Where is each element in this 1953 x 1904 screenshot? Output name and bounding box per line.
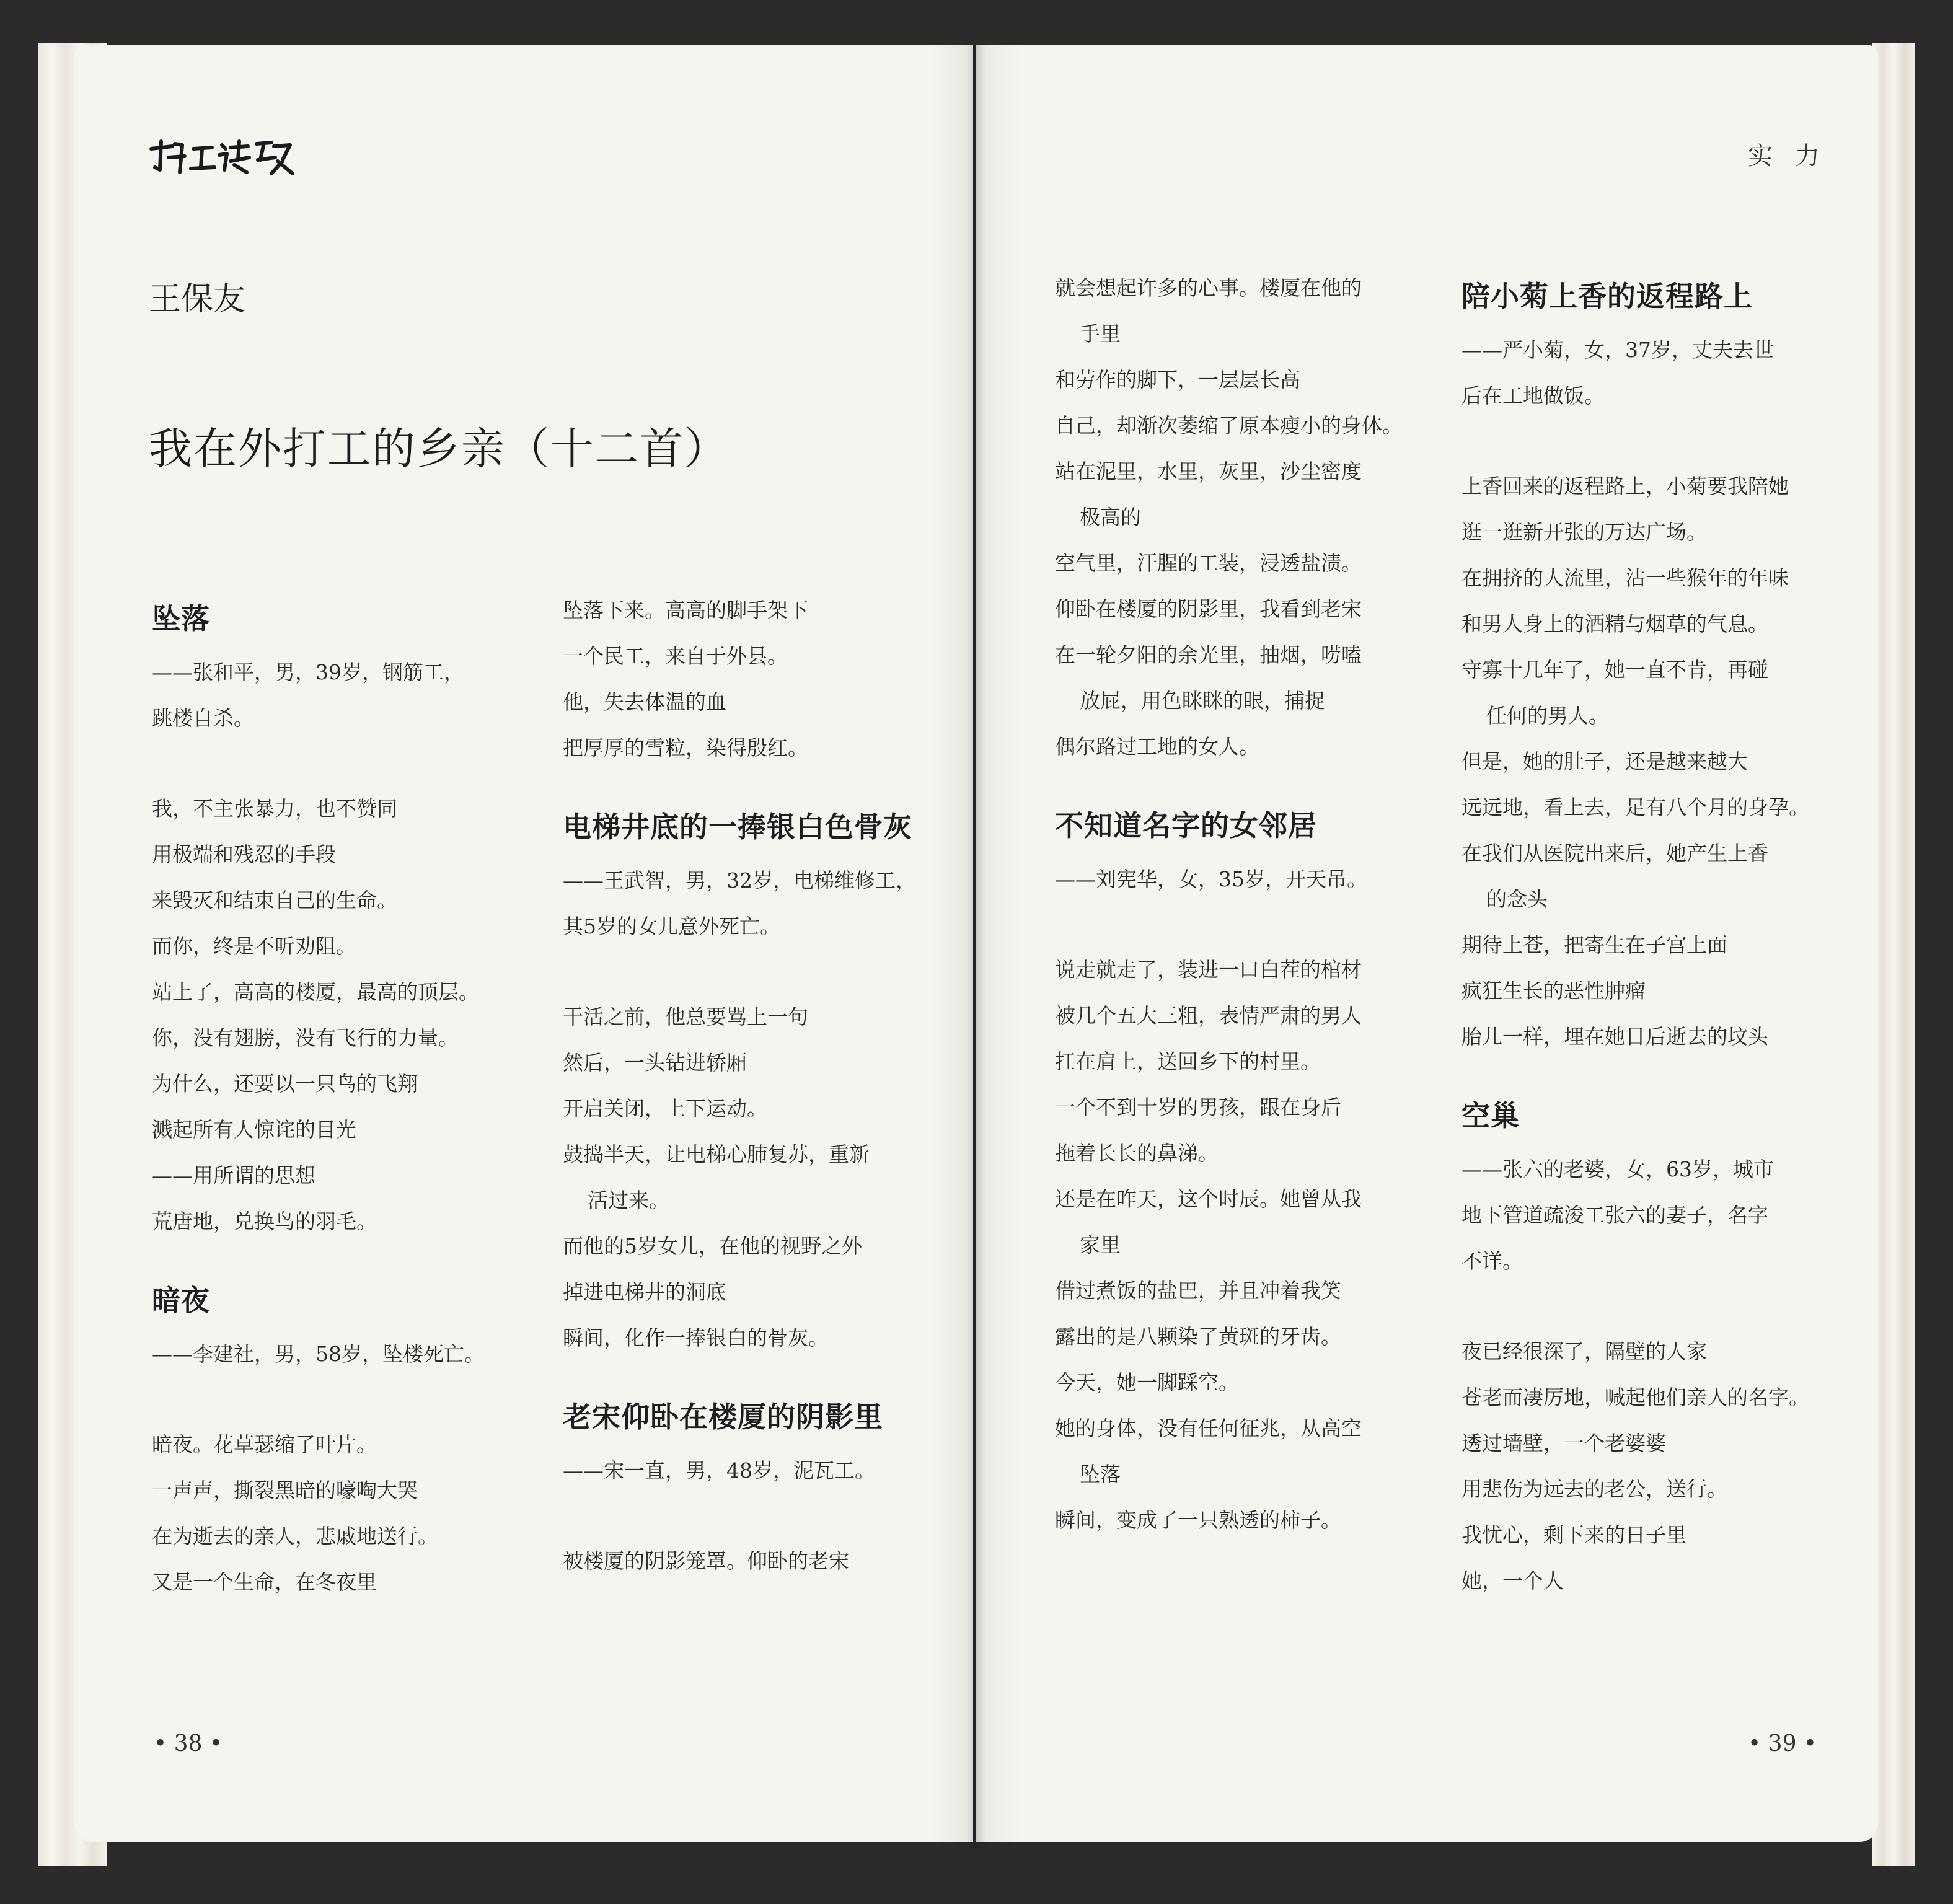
poem-line: 你，没有翅膀，没有飞行的力量。 xyxy=(152,1026,459,1050)
poem-title: 不知道名字的女邻居 xyxy=(1055,809,1317,842)
poem-line: 鼓捣半天，让电梯心肺复苏，重新 xyxy=(563,1142,870,1166)
blank-line xyxy=(152,741,485,786)
poem-line: 胎儿一样，埋在她日后逝去的坟头 xyxy=(1461,1025,1768,1049)
poem-line: 她的身体，没有任何征兆，从高空 xyxy=(1055,1416,1362,1440)
poem-line: 上香回来的返程路上，小菊要我陪她 xyxy=(1461,474,1789,498)
poem-line: 站在泥里，水里，灰里，沙尘密度 xyxy=(1055,459,1362,483)
poem-line: 一声声，撕裂黑暗的嚎啕大哭 xyxy=(152,1478,418,1502)
poem-line: 任何的男人。 xyxy=(1486,703,1609,728)
poem-line: 就会想起许多的心事。楼厦在他的 xyxy=(1055,276,1362,300)
poem-line: ——张和平，男，39岁，钢筋工， xyxy=(152,660,464,684)
poem-line: 不详。 xyxy=(1461,1249,1523,1273)
poem-line: 干活之前，他总要骂上一句 xyxy=(563,1005,808,1029)
poem-line: 后在工地做饭。 xyxy=(1461,384,1605,408)
poem-line: ——严小菊，女，37岁，丈夫去世 xyxy=(1461,338,1774,362)
poem-line: 夜已经很深了，隔壁的人家 xyxy=(1461,1339,1707,1364)
poem-line: 站上了，高高的楼厦，最高的顶层。 xyxy=(152,980,479,1004)
poem-line: 跳楼自杀。 xyxy=(152,706,254,730)
poem-line: 其5岁的女儿意外死亡。 xyxy=(563,914,780,938)
section-spacer xyxy=(1461,1060,1809,1085)
poem-line: 露出的是八颗染了黄斑的牙齿。 xyxy=(1055,1324,1341,1349)
poem-line: 和男人身上的酒精与烟草的气息。 xyxy=(1461,612,1768,636)
poem-line: 又是一个生命，在冬夜里 xyxy=(152,1570,377,1594)
poem-line: 空气里，汗腥的工装，浸透盐渍。 xyxy=(1055,551,1362,575)
text-column-2 xyxy=(563,588,916,1584)
text-column-1 xyxy=(152,588,485,1605)
poem-line: ——李建社，男，58岁，坠楼死亡。 xyxy=(152,1342,485,1366)
poem-line: 还是在昨天，这个时辰。她曾从我 xyxy=(1055,1187,1362,1211)
poem-line: 用极端和残忍的手段 xyxy=(152,842,336,866)
poem-title: 陪小菊上香的返程路上 xyxy=(1461,280,1753,313)
poem-line: 一个不到十岁的男孩，跟在身后 xyxy=(1055,1095,1341,1119)
poem-line: 期待上苍，把寄生在子宫上面 xyxy=(1461,933,1727,957)
poem-line: 和劳作的脚下，一层层长高 xyxy=(1055,368,1300,392)
poem-line: 被几个五大三粗，表情严肃的男人 xyxy=(1055,1003,1362,1028)
poem-line: 开启关闭，上下运动。 xyxy=(563,1096,767,1121)
poem-line: 在为逝去的亲人，悲戚地送行。 xyxy=(152,1524,438,1548)
poem-line: 守寡十几年了，她一直不肯，再碰 xyxy=(1461,658,1768,682)
poem-line: 在拥挤的人流里，沾一些猴年的年味 xyxy=(1461,566,1789,590)
poem-line: 他，失去体温的血 xyxy=(563,690,726,714)
poem-line: 透过墙壁，一个老婆婆 xyxy=(1461,1431,1666,1455)
blank-line xyxy=(563,1494,916,1538)
poem-line: 偶尔路过工地的女人。 xyxy=(1055,734,1259,759)
poem-line: 活过来。 xyxy=(588,1188,669,1212)
section-spacer xyxy=(563,1361,916,1386)
poem-line: 坠落下来。高高的脚手架下 xyxy=(563,598,808,622)
poem-title: 老宋仰卧在楼厦的阴影里 xyxy=(563,1400,883,1434)
poem-line: 在我们从医院出来后，她产生上香 xyxy=(1461,841,1768,865)
poem-line: ——王武智，男，32岁，电梯维修工， xyxy=(563,868,916,892)
poem-line: 苍老而凄厉地，喊起他们亲人的名字。 xyxy=(1461,1385,1809,1409)
poem-title: 空巢 xyxy=(1461,1099,1520,1132)
poem-line: 然后，一头钻进轿厢 xyxy=(563,1051,747,1075)
poem-line: 用悲伤为远去的老公，送行。 xyxy=(1461,1477,1727,1501)
poem-line: 坠落 xyxy=(1080,1462,1121,1486)
poem-line: 拖着长长的鼻涕。 xyxy=(1055,1141,1219,1165)
poem-line: 极高的 xyxy=(1080,505,1141,529)
poem-line: 掉进电梯井的洞底 xyxy=(563,1280,726,1304)
section-spacer xyxy=(152,1245,485,1269)
poem-line: 一个民工，来自于外县。 xyxy=(563,644,788,668)
poem-line: 在一轮夕阳的余光里，抽烟，唠嗑 xyxy=(1055,643,1362,667)
poem-line: 被楼厦的阴影笼罩。仰卧的老宋 xyxy=(563,1549,849,1573)
poem-line: 家里 xyxy=(1080,1233,1121,1257)
poem-line: 暗夜。花草瑟缩了叶片。 xyxy=(152,1432,377,1457)
poem-line: 但是，她的肚子，还是越来越大 xyxy=(1461,749,1748,774)
blank-line xyxy=(1055,902,1403,947)
poem-line: 的念头 xyxy=(1486,887,1548,911)
page-edges-right xyxy=(1872,43,1915,1866)
poem-line: ——刘宪华，女，35岁，开天吊。 xyxy=(1055,867,1367,891)
poem-line: 我，不主张暴力，也不赞同 xyxy=(152,796,397,821)
blank-line xyxy=(1461,1284,1809,1329)
poem-line: 借过煮饭的盐巴，并且冲着我笑 xyxy=(1055,1279,1341,1303)
poem-line: 说走就走了，装进一口白茬的棺材 xyxy=(1055,958,1362,982)
poem-line: 疯狂生长的恶性肿瘤 xyxy=(1461,979,1646,1003)
text-column-4 xyxy=(1461,265,1809,1604)
text-column-3 xyxy=(1055,265,1403,1543)
section-spacer xyxy=(563,771,916,796)
poem-line: 为什么，还要以一只鸟的飞翔 xyxy=(152,1072,418,1096)
poem-line: ——张六的老婆，女，63岁，城市 xyxy=(1461,1157,1774,1181)
main-title: 我在外打工的乡亲（十二首） xyxy=(149,423,729,474)
page-number-right: • 39 • xyxy=(1748,1731,1817,1756)
poem-line: 地下管道疏浚工张六的妻子，名字 xyxy=(1461,1203,1768,1227)
poem-line: 我忧心，剩下来的日子里 xyxy=(1461,1523,1686,1547)
poem-title: 坠落 xyxy=(152,602,210,635)
poem-title: 电梯井底的一捧银白色骨灰 xyxy=(563,810,912,844)
poem-line: ——用所谓的思想 xyxy=(152,1163,315,1188)
poem-line: 而你，终是不听劝阻。 xyxy=(152,934,356,958)
poem-line: 手里 xyxy=(1080,322,1121,346)
poem-line: 而他的5岁女儿，在他的视野之外 xyxy=(563,1234,862,1258)
poem-title: 暗夜 xyxy=(152,1284,210,1317)
poem-line: 逛一逛新开张的万达广场。 xyxy=(1461,520,1707,544)
running-head: 实力 xyxy=(1748,142,1842,170)
poem-line: 扛在肩上，送回乡下的村里。 xyxy=(1055,1049,1321,1073)
poem-line: 自己，却渐次萎缩了原本瘦小的身体。 xyxy=(1055,413,1403,438)
section-spacer xyxy=(1055,770,1403,795)
poem-line: 仰卧在楼厦的阴影里，我看到老宋 xyxy=(1055,597,1362,621)
blank-line xyxy=(152,1377,485,1422)
poem-line: ——宋一直，男，48岁，泥瓦工。 xyxy=(563,1458,875,1483)
poem-line: 瞬间，变成了一只熟透的柿子。 xyxy=(1055,1508,1341,1532)
poem-line: 远远地，看上去，足有八个月的身孕。 xyxy=(1461,795,1809,819)
poem-line: 荒唐地，兑换鸟的羽毛。 xyxy=(152,1209,377,1233)
poem-line: 瞬间，化作一捧银白的骨灰。 xyxy=(563,1326,829,1350)
magazine-logo xyxy=(148,135,296,178)
author-name: 王保友 xyxy=(149,281,246,318)
page-number-left: • 38 • xyxy=(154,1731,223,1756)
poem-line: 放屁，用色眯眯的眼，捕捉 xyxy=(1080,689,1325,713)
blank-line xyxy=(1461,419,1809,464)
poem-line: 把厚厚的雪粒，染得殷红。 xyxy=(563,736,808,760)
poem-line: 来毁灭和结束自己的生命。 xyxy=(152,888,397,912)
poem-line: 溅起所有人惊诧的目光 xyxy=(152,1117,356,1142)
poem-line: 今天，她一脚踩空。 xyxy=(1055,1370,1239,1395)
poem-line: 她，一个人 xyxy=(1461,1569,1564,1593)
blank-line xyxy=(563,950,916,994)
